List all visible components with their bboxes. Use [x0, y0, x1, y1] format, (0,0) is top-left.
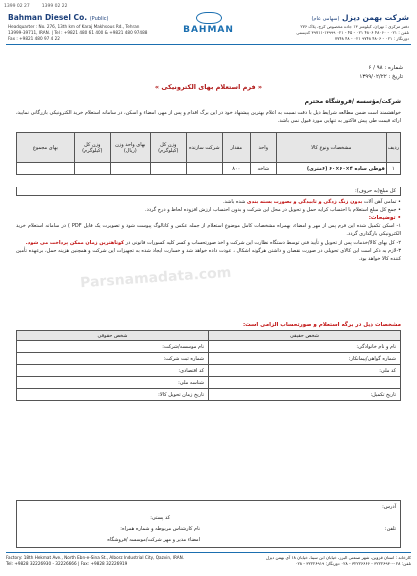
signature-label[interactable]: امضاء مدیر و مهر شرکت/موسسه /فروشگاه [107, 537, 200, 543]
note-2: ۲- کل بهای کالا/خدمات پس از تحویل و تأیید فنی توسط دستگاه نظارت این شرکت و اخذ صورتحساب و کسر کلیه کسورات قانونی در کوتاهترین زمان ممکن پرداخت می شود. [25, 239, 401, 246]
intro-paragraph: خواهشمند است ضمن مطالعه شرایط ذیل با دقت نسبت به اعلام بهترین پیشنهاد خود در این برگ اقدام و پس از مهر، امضاء و اسکن، در سامانه استعلام خرید الکترونیکی بازرگانی نمایید، ارائه قیمت طی پیش فاکتور به تنهایی مورد قبول نمی باشد. [16, 110, 401, 124]
cell-quantity: ۸۰۰ [222, 163, 250, 175]
cell-item-spec: قوطی ساده ۴×۶۰×۶۰ (۶متری) [276, 163, 386, 175]
watermark: Parsnamadata.com [79, 264, 232, 292]
table-row [17, 341, 401, 353]
top-meta-date-2: 1399 02 22 [41, 4, 68, 9]
logo-wordmark: BAHMAN [183, 25, 234, 35]
address-fa: دفتر مرکزی : تهران، کیلومتر ۱۳ جاده مخصوص کرج، پلاک ۲۷۶ تلفن : ۰۲۱ - ۴۸۰۶۰ ۴۸۰۶ ۰۲۱ - ۴۵ - ۰۲۱ ۱۳۹۹۹-۳۹۷۱۱ کدپستی دورنگار : ۰۲۱ - ۴۸۰۶ ۹۷۴۸ ۰۲۱ - ۴۸ ۷۷۴۸ [296, 24, 409, 41]
field-registration-number[interactable]: شماره ثبت شرکت: [17, 353, 209, 365]
cell-manufacturer[interactable] [186, 163, 222, 175]
notes-list [16, 222, 401, 263]
items-table-header [17, 133, 401, 163]
cell-total-weight-b[interactable] [74, 163, 110, 175]
conditions [16, 198, 401, 264]
letterhead [6, 12, 411, 62]
footer [6, 552, 411, 574]
col-unit-price: بهای واحد وزن (ریال) [110, 133, 150, 163]
col-quantity: مقدار [222, 133, 250, 163]
items-table [16, 132, 401, 175]
col-row-number: ردیف [386, 133, 400, 163]
condition-pricing: • جمع کل مبلغ استعلام با احتساب کرایه حمل و تحویل در محل این شرکت و بدون احتساب ارزش افزوده لحاظ و درج گردد. [145, 207, 401, 213]
footer-persian: کارخانه : استان قزوین، شهر صنعتی البرز، خیابان ابن سینا، خیابان ۱۸ آی بهمن دیزل تلفن: ۰۲۸-۳۲۲۲۶۹۳۰ - ۳۲۲۲۶۶۶۶ - ۰۲۸ دورنگار: ۳۲۲۲۶۹۱۹ - ۰۲۸ [265, 555, 411, 566]
form-title: « فرم استعلام بهای الکترونیکی » [154, 83, 263, 91]
party-info-header [17, 331, 401, 341]
field-certificate-number[interactable]: شماره گواهی/پیمانکار: [209, 353, 401, 365]
table-row [17, 365, 401, 377]
top-meta [4, 4, 68, 9]
cell-total-price[interactable] [17, 163, 75, 175]
field-full-name[interactable]: نام و نام خانوادگی: [209, 341, 401, 353]
company-logo [174, 12, 244, 35]
condition-packaging: • تمامی آهن آلات بدون زنگ زدگی و تابیدگی و بصورت بسته بندی شده باشد. [222, 199, 401, 205]
col-item-spec: مشخصات ونوع کالا [276, 133, 386, 163]
col-total-weight-b: وزن کل (کیلوگرم) [74, 133, 110, 163]
col-unit: واحد [250, 133, 276, 163]
top-meta-date-1: 1399 02 27 [4, 4, 30, 9]
cell-total-weight-a[interactable] [150, 163, 186, 175]
cell-unit: شاخه [250, 163, 276, 175]
table-row [17, 163, 401, 175]
letter-date: تاریخ : ۱۳۹۹/۰۲/۲۲ [359, 74, 403, 80]
footer-english: Factory: 18th Hekmat Ave., North Ebn-e-Sina St., Alborz Industrial City, Qazvin, IRAN. Tel: +9828 32226930 - 32226666 | Fax: +9828 32226919 [6, 555, 185, 566]
phone-label[interactable]: تلفن: [384, 526, 396, 532]
note-1: ۱- اسکن تکمیل شده این فرم پس از مهر و امضاء، بهمراه مشخصات کامل موضوع استعلام از جمله عکس و کاتالوگ پیوست شود و تصویرت یک فایل PDF ) در سامانه استعلام خرید الکترونیکی بارگذاری گردد. [16, 223, 401, 237]
field-completion-date[interactable]: تاریخ تکمیل: [209, 389, 401, 401]
letter-meta [359, 64, 403, 82]
letterhead-english [8, 13, 158, 42]
party-info-table [16, 330, 401, 401]
company-name-fa: شرکت بهمن دیزل (سهامی عام) [311, 13, 409, 22]
table-row [17, 353, 401, 365]
header-divider [6, 44, 411, 45]
logo-mark-icon [196, 12, 222, 24]
field-national-code[interactable]: کد ملی: [209, 365, 401, 377]
total-in-words: کل مبلغ(به حروف): [16, 187, 401, 196]
required-specs-title: مشخصات ذیل در برگه استعلام و صورتحساب الزامی است: [242, 322, 401, 328]
letterhead-persian [259, 13, 409, 42]
col-manufacturer: شرکت سازنده [186, 133, 222, 163]
table-row [17, 377, 401, 389]
field-economic-code[interactable]: کد اقتصادی: [17, 365, 209, 377]
field-empty[interactable] [209, 377, 401, 389]
letter-number: شماره : ۹۸ / ۶ [368, 65, 403, 71]
contact-person-label[interactable]: نام کارشناس مربوطه و شماره همراه: [120, 526, 200, 532]
postal-code-label[interactable]: کد پستی: [150, 515, 170, 521]
address-en: Headquarter : No. 276, 13th km of Karaj Makhsous Rd., Tehran 13999-39711, IRAN. | Tel : +9821 480 61 400 & +9821 480 97488 Fax : +9821 480 97 4 22 [8, 24, 148, 41]
note-3: ۳-لازم به ذکر است این کالای تحویلی در صورت نقصان و داشتن هرگونه اشکال ، عودت داده خواهد شد و خسارت ایجاد شده به تجهیزات این شرکت و همچنین هزینه حمل، برعهده تأمین کننده کالا خواهد بود. [16, 248, 401, 262]
field-company-name[interactable]: نام موسسه/شرکت: [17, 341, 209, 353]
col-total-price: بهای مجموع [17, 133, 75, 163]
notes-title: • توضیحات: [368, 215, 401, 221]
cell-row-number: ۱ [386, 163, 400, 175]
signature-box [16, 500, 401, 548]
address-label[interactable]: آدرس: [382, 504, 396, 510]
company-name-en: Bahman Diesel Co. (Public) [8, 13, 109, 22]
field-delivery-date[interactable]: تاریخ زمان تحویل کالا: [17, 389, 209, 401]
addressee: شرکت/مؤسسه /فروشگاه محترم [304, 98, 401, 105]
field-national-id[interactable]: شناسه ملی: [17, 377, 209, 389]
col-natural-person: شخص حقیقی [209, 331, 401, 341]
col-total-weight-a: وزن کل (کیلوگرم) [150, 133, 186, 163]
table-row [17, 389, 401, 401]
cell-unit-price[interactable] [110, 163, 150, 175]
col-legal-person: شخص حقوقی [17, 331, 209, 341]
